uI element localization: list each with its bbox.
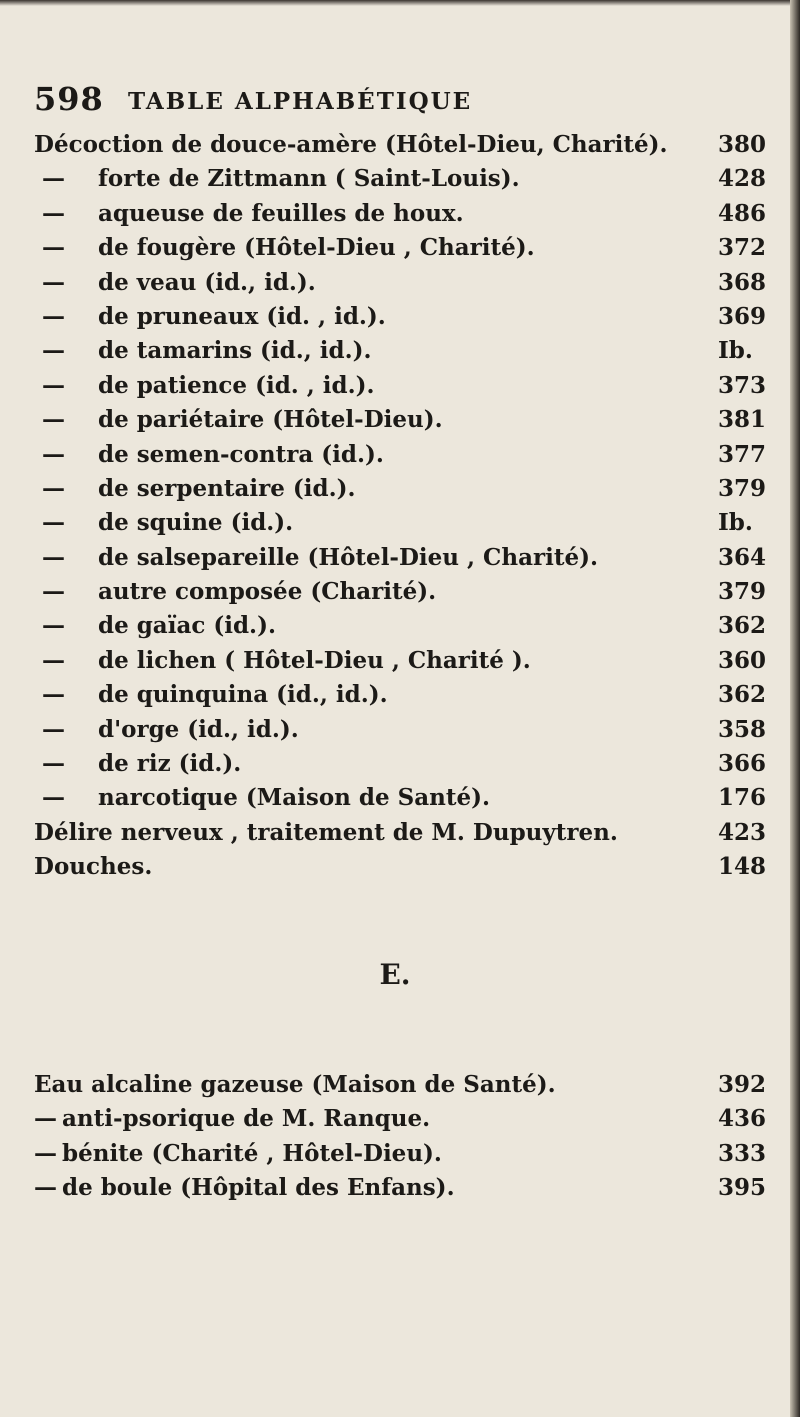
entry-page-number: Ib. xyxy=(718,509,753,537)
ditto-dash: — xyxy=(42,337,65,365)
entry-text: Décoction de douce-amère (Hôtel-Dieu, Charité). xyxy=(34,131,668,158)
entry-page-number: 380 xyxy=(718,131,767,158)
entry-text: Délire nerveux , traitement de M. Dupuytren. xyxy=(34,818,618,846)
page-right-edge xyxy=(790,0,800,1417)
ditto-dash: — xyxy=(34,1139,57,1167)
entry-text: de semen-contra (id.). xyxy=(98,440,384,468)
index-entry xyxy=(0,745,790,779)
ditto-dash: — xyxy=(42,406,65,434)
entry-page-number: 392 xyxy=(718,1071,767,1098)
index-entry xyxy=(0,676,790,710)
ditto-dash: — xyxy=(34,1105,57,1133)
index-entry xyxy=(0,401,790,435)
index-entry xyxy=(0,1100,790,1134)
ditto-dash: — xyxy=(42,509,65,537)
entry-page-number: 379 xyxy=(718,578,767,606)
ditto-dash: — xyxy=(42,371,65,399)
index-entry xyxy=(0,711,790,745)
entry-text: de fougère (Hôtel-Dieu , Charité). xyxy=(98,234,535,262)
page-top-edge xyxy=(0,0,800,6)
entry-text: autre composée (Charité). xyxy=(98,578,437,606)
index-entry xyxy=(0,160,790,194)
index-entry xyxy=(0,642,790,676)
index-entry xyxy=(0,264,790,298)
ditto-dash: — xyxy=(42,750,65,778)
entry-text: de veau (id., id.). xyxy=(98,268,316,296)
ditto-dash: — xyxy=(42,474,65,502)
ditto-dash: — xyxy=(42,302,65,330)
entry-page-number: 176 xyxy=(718,784,767,812)
entry-text: bénite (Charité , Hôtel-Dieu). xyxy=(62,1139,442,1167)
index-entry xyxy=(0,470,790,504)
index-entry xyxy=(0,126,790,160)
entry-page-number: 379 xyxy=(718,474,767,502)
entry-page-number: 148 xyxy=(718,853,767,881)
entry-page-number: 333 xyxy=(718,1139,767,1167)
ditto-dash: — xyxy=(42,578,65,606)
entry-page-number: 366 xyxy=(718,750,767,778)
ditto-dash: — xyxy=(42,199,65,227)
ditto-dash: — xyxy=(34,1174,57,1202)
entry-page-number: 358 xyxy=(718,715,767,743)
entry-page-number: 362 xyxy=(718,681,767,709)
entry-text: aqueuse de feuilles de houx. xyxy=(98,199,464,227)
entry-page-number: 364 xyxy=(718,543,767,571)
index-entry xyxy=(0,504,790,538)
index-entry xyxy=(0,195,790,229)
entry-page-number: 381 xyxy=(718,406,767,434)
ditto-dash: — xyxy=(42,612,65,640)
index-entry xyxy=(0,607,790,641)
index-entry xyxy=(0,1169,790,1203)
entry-page-number: 486 xyxy=(718,199,767,227)
ditto-dash: — xyxy=(42,646,65,674)
entry-text: de patience (id. , id.). xyxy=(98,371,375,399)
ditto-dash: — xyxy=(42,543,65,571)
entry-text: de gaïac (id.). xyxy=(98,612,276,640)
entry-page-number: 360 xyxy=(718,646,767,674)
entry-text: de lichen ( Hôtel-Dieu , Charité ). xyxy=(98,646,531,674)
entry-page-number: 368 xyxy=(718,268,767,296)
page-number: 598 xyxy=(34,80,104,118)
ditto-dash: — xyxy=(42,681,65,709)
entry-page-number: 362 xyxy=(718,612,767,640)
index-entry xyxy=(0,367,790,401)
entry-page-number: 423 xyxy=(718,818,767,846)
entry-text: Douches. xyxy=(34,853,153,881)
index-entry xyxy=(0,1135,790,1169)
entry-text: narcotique (Maison de Santé). xyxy=(98,784,490,812)
entry-text: de serpentaire (id.). xyxy=(98,474,356,502)
entry-text: de boule (Hôpital des Enfans). xyxy=(62,1174,455,1202)
ditto-dash: — xyxy=(42,440,65,468)
running-title: TABLE ALPHABÉTIQUE xyxy=(128,88,473,115)
entry-page-number: 436 xyxy=(718,1105,767,1133)
entry-page-number: Ib. xyxy=(718,337,753,365)
section-letter: E. xyxy=(379,958,411,991)
entry-text: d'orge (id., id.). xyxy=(98,715,299,743)
page-header xyxy=(34,72,774,122)
index-entry xyxy=(0,332,790,366)
entry-text: anti-psorique de M. Ranque. xyxy=(62,1105,431,1133)
index-entry xyxy=(0,1066,790,1100)
entry-text: de tamarins (id., id.). xyxy=(98,337,372,365)
index-entry xyxy=(0,436,790,470)
entry-page-number: 372 xyxy=(718,234,767,262)
ditto-dash: — xyxy=(42,268,65,296)
index-entries-e xyxy=(0,1066,790,1204)
index-entry xyxy=(0,298,790,332)
entry-page-number: 395 xyxy=(718,1174,767,1202)
entry-text: de squine (id.). xyxy=(98,509,294,537)
entry-text: de quinquina (id., id.). xyxy=(98,681,388,709)
ditto-dash: — xyxy=(42,715,65,743)
ditto-dash: — xyxy=(42,784,65,812)
entry-page-number: 377 xyxy=(718,440,767,468)
entry-page-number: 373 xyxy=(718,371,767,399)
index-entry xyxy=(0,779,790,813)
entry-text: de pariétaire (Hôtel-Dieu). xyxy=(98,406,443,434)
ditto-dash: — xyxy=(42,234,65,262)
index-entry xyxy=(0,848,790,882)
index-entry xyxy=(0,814,790,848)
entry-page-number: 428 xyxy=(718,165,767,193)
index-entry xyxy=(0,573,790,607)
index-entry xyxy=(0,539,790,573)
entry-page-number: 369 xyxy=(718,302,767,330)
entry-text: Eau alcaline gazeuse (Maison de Santé). xyxy=(34,1071,556,1098)
entry-text: de riz (id.). xyxy=(98,750,242,778)
ditto-dash: — xyxy=(42,165,65,193)
entry-text: forte de Zittmann ( Saint-Louis). xyxy=(98,165,520,193)
entry-text: de salsepareille (Hôtel-Dieu , Charité). xyxy=(98,543,598,571)
index-entry xyxy=(0,229,790,263)
index-entries-d xyxy=(0,126,790,883)
entry-text: de pruneaux (id. , id.). xyxy=(98,302,386,330)
